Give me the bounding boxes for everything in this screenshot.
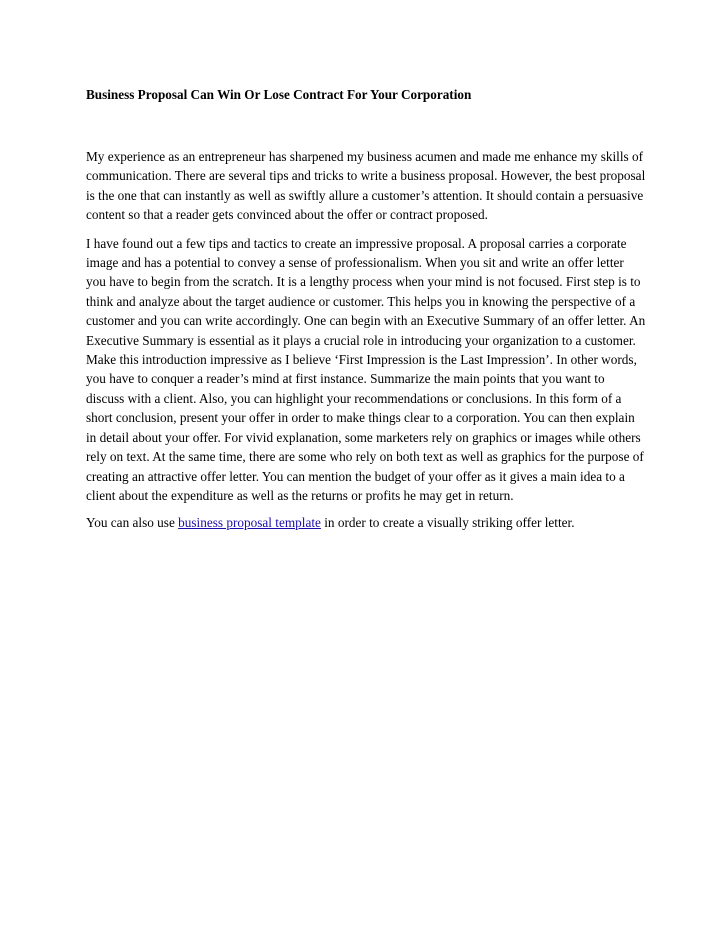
paragraph-intro: My experience as an entrepreneur has sharpened my business acumen and made me enhance my skills of communication. There are several tips and tricks to write a business proposal. However, the best proposal is the one that can instantly as well as swiftly allure a customer’s attention. It should contain a persuasive content so that a reader gets convinced about the offer or contract proposed. (86, 149, 646, 223)
business-proposal-template-link[interactable]: business proposal template (178, 515, 321, 531)
closing-text-before-link: You can also use (86, 515, 179, 531)
document-body (86, 86, 646, 533)
closing-text-after-link: in order to create a visually striking offer letter. (320, 515, 575, 531)
document-title: Business Proposal Can Win Or Lose Contract For Your Corporation (86, 87, 472, 102)
paragraph-closing (86, 513, 646, 532)
paragraph-tips: I have found out a few tips and tactics to create an impressive proposal. A proposal carries a corporate image and has a potential to convey a sense of professionalism. When you sit and write an offer letter you have to begin from the scratch. It is a lengthy process when your mind is not focused. First step is to think and analyze about the target audience or customer. This helps you in knowing the perspective of a customer and you can write accordingly. One can begin with an Executive Summary of an offer letter. An Executive Summary is essential as it plays a crucial role in introducing your organization to a customer. Make this introduction impressive as I believe ‘First Impression is the Last Impression’. In other words, you have to conquer a reader’s mind at first instance. Summarize the main points that you want to discuss with a client. Also, you can highlight your recommendations or conclusions. In this form of a short conclusion, present your offer in order to make things clear to a corporation. You can then explain in detail about your offer. For vivid explanation, some marketers rely on graphics or images while others rely on text. At the same time, there are some who rely on both text as well as graphics for the purpose of creating an attractive offer letter. You can mention the budget of your offer as it gives a main idea to a client about the expenditure as well as the returns or profits he may get in return. (86, 235, 646, 503)
